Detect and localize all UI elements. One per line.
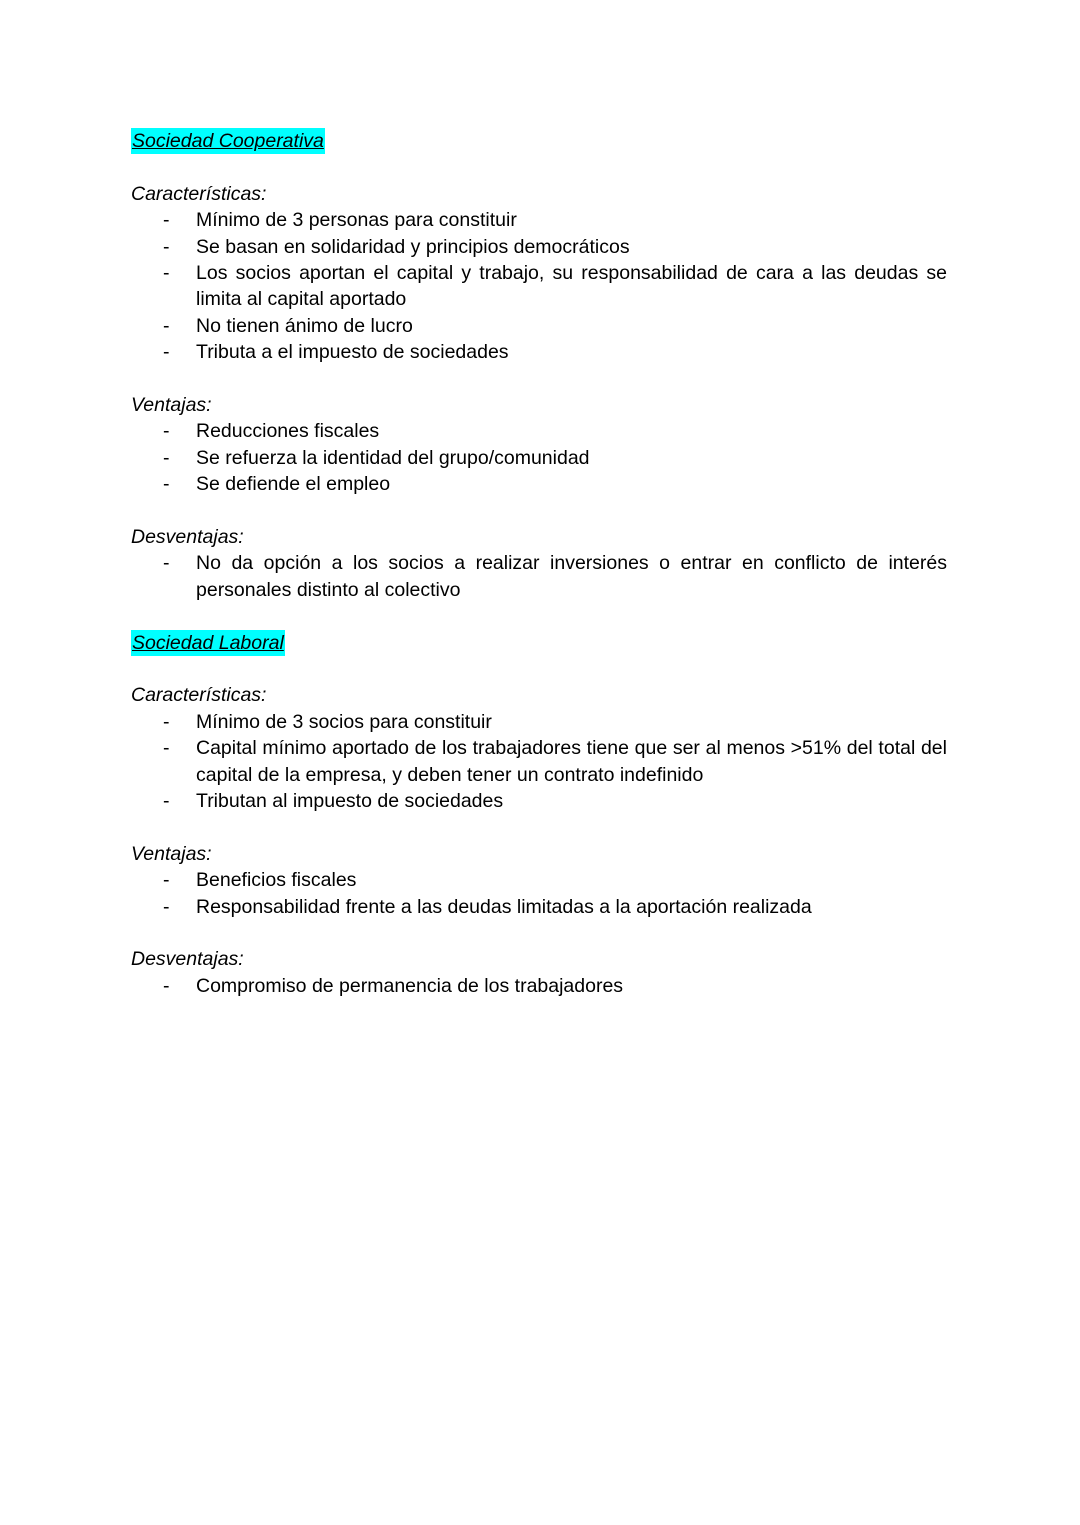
list-item: - No tienen ánimo de lucro — [163, 314, 413, 337]
list-item: - Mínimo de 3 personas para constituir — [163, 209, 517, 232]
list-item: - No da opción a los socios a realizar inversiones o entrar en conflicto de interés personales distinto al colectivo — [163, 552, 947, 601]
subsection-heading: Características: — [131, 684, 267, 707]
list-item: - Tributan al impuesto de sociedades — [163, 790, 504, 813]
item-list — [131, 550, 947, 603]
item-list — [131, 867, 947, 920]
subsection-heading: Ventajas: — [131, 394, 212, 417]
list-item: - Se defiende el empleo — [163, 473, 391, 496]
section-title: Sociedad Laboral — [131, 630, 285, 656]
item-list — [131, 418, 947, 497]
section-cooperativa — [131, 128, 947, 630]
list-item: - Capital mínimo aportado de los trabajadores tiene que ser al menos >51% del total del capital de la empresa, y deben tener un contrato indefinido — [163, 737, 947, 786]
list-item: - Los socios aportan el capital y trabajo, su responsabilidad de cara a las deudas se limita al capital aportado — [163, 262, 947, 311]
list-item: - Se basan en solidaridad y principios democráticos — [163, 235, 630, 258]
list-item: - Mínimo de 3 socios para constituir — [163, 710, 492, 733]
list-item: - Se refuerza la identidad del grupo/comunidad — [163, 446, 590, 469]
list-item: - Compromiso de permanencia de los trabajadores — [163, 974, 624, 997]
item-list — [131, 709, 947, 815]
subsection-heading: Características: — [131, 182, 267, 205]
section-title: Sociedad Cooperativa — [131, 128, 325, 154]
document-page — [131, 128, 947, 999]
subsection-heading: Desventajas: — [131, 948, 244, 971]
list-item: - Beneficios fiscales — [163, 869, 357, 892]
list-item: - Responsabilidad frente a las deudas limitadas a la aportación realizada — [163, 895, 812, 918]
item-list — [131, 973, 947, 999]
subsection-heading: Desventajas: — [131, 526, 244, 549]
section-laboral — [131, 630, 947, 1000]
subsection-heading: Ventajas: — [131, 842, 212, 865]
list-item: - Reducciones fiscales — [163, 420, 380, 443]
item-list — [131, 207, 947, 365]
list-item: - Tributa a el impuesto de sociedades — [163, 341, 509, 364]
